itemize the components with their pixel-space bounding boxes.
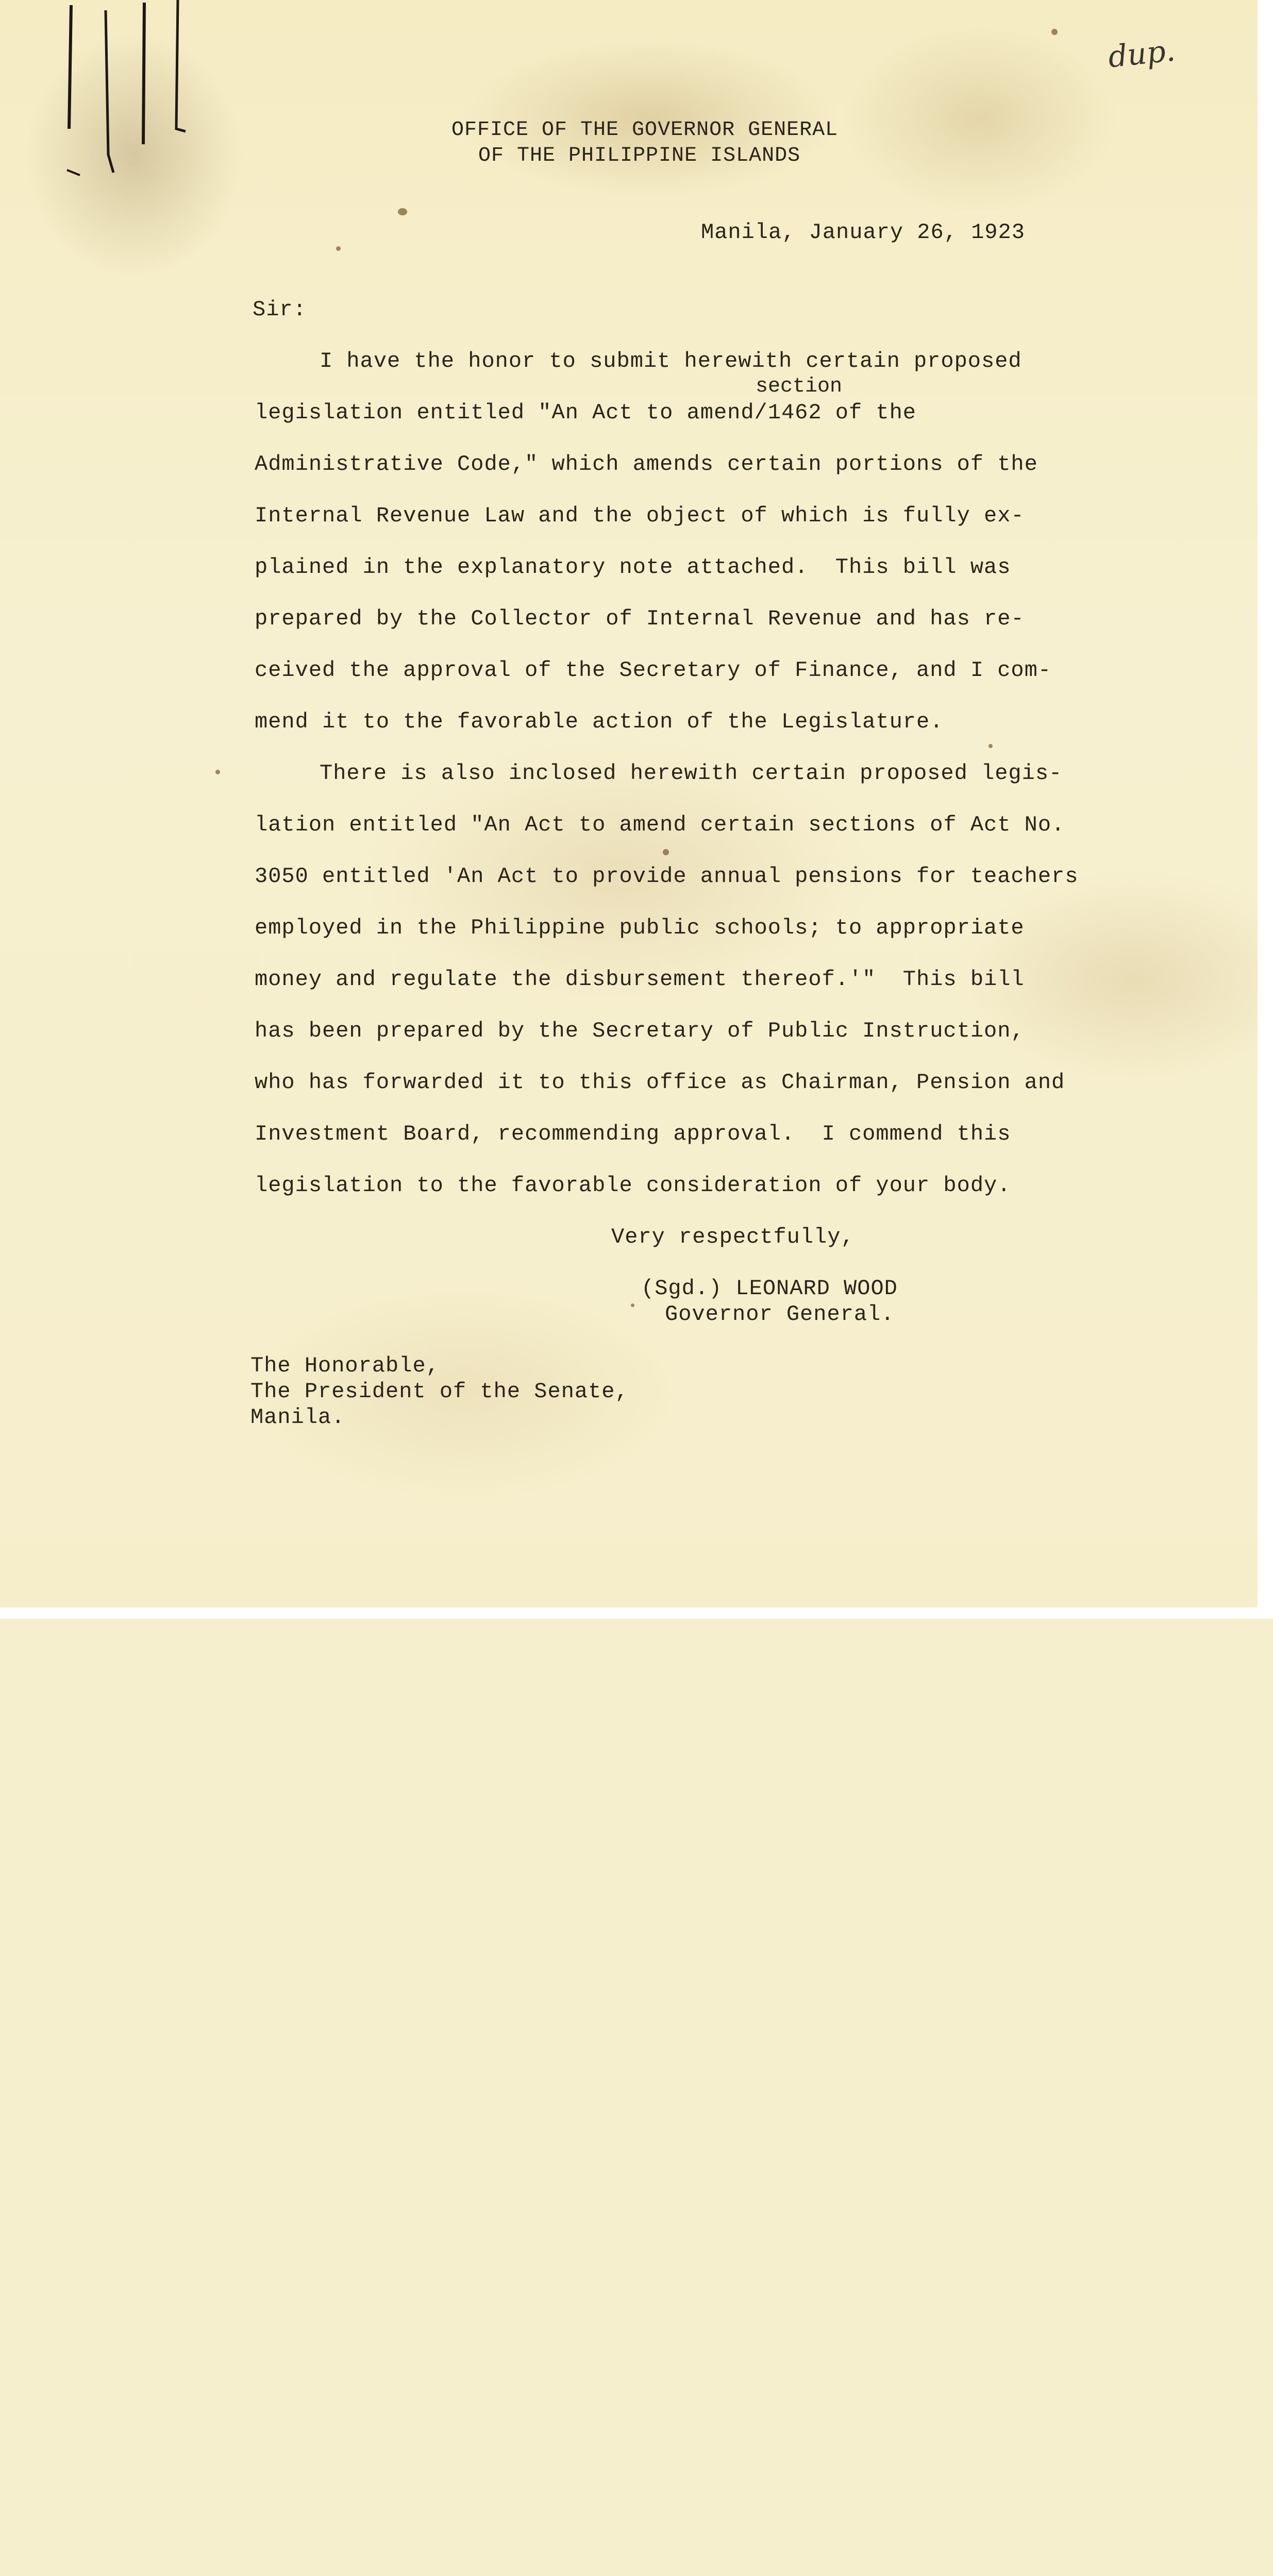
letterhead-line-2: OF THE PHILIPPINE ISLANDS (478, 144, 801, 167)
paragraph-2-line: who has forwarded it to this office as Chairman, Pension and (255, 1070, 1065, 1095)
paragraph-1-line: prepared by the Collector of Internal Revenue and has re- (255, 606, 1025, 631)
paragraph-2-line: There is also inclosed herewith certain proposed legis- (320, 761, 1063, 786)
paragraph-1-line: Administrative Code," which amends certain portions of the (255, 452, 1038, 477)
handwritten-bracket-marks (57, 0, 211, 185)
ink-spot (631, 1303, 634, 1307)
paragraph-2-line: employed in the Philippine public schools; to appropriate (255, 916, 1025, 940)
paragraph-1-line: legislation entitled "An Act to amend/1462 of the (255, 400, 917, 425)
ink-spot (336, 246, 341, 251)
paragraph-2-line: lation entitled "An Act to amend certain sections of Act No. (255, 812, 1065, 837)
paragraph-1-line: Internal Revenue Law and the object of which is fully ex- (255, 503, 1025, 528)
ink-spot (215, 770, 220, 774)
interlinear-insertion: section (756, 375, 843, 398)
addressee-line: Manila. (250, 1405, 345, 1430)
closing: Very respectfully, (611, 1225, 855, 1249)
signature: (Sgd.) LEONARD WOOD (641, 1276, 898, 1301)
signer-title: Governor General. (665, 1302, 895, 1327)
salutation: Sir: (253, 297, 307, 322)
addressee-line: The President of the Senate, (250, 1379, 629, 1404)
paragraph-2-line: money and regulate the disbursement thereof.'" This bill (255, 967, 1025, 992)
ink-spot (1051, 29, 1058, 35)
dateline: Manila, January 26, 1923 (701, 220, 1025, 245)
margin-note-dup: dup. (1106, 32, 1177, 75)
paragraph-1-line: plained in the explanatory note attached. This bill was (255, 555, 1011, 580)
paragraph-2-line: Investment Board, recommending approval. I commend this (255, 1122, 1011, 1146)
paragraph-1-line: mend it to the favorable action of the Legislature. (255, 709, 944, 734)
letterhead-line-1: OFFICE OF THE GOVERNOR GENERAL (451, 118, 839, 142)
ink-spot (398, 208, 407, 215)
scan-margin-right (1258, 0, 1273, 1619)
paragraph-1-line: I have the honor to submit herewith certain proposed (320, 349, 1022, 374)
addressee-line: The Honorable, (250, 1353, 440, 1378)
paragraph-2-line: 3050 entitled 'An Act to provide annual pensions for teachers (255, 864, 1079, 889)
scan-margin-bottom (0, 1607, 1273, 1619)
ink-spot (989, 744, 993, 748)
paragraph-2-line: has been prepared by the Secretary of Public Instruction, (255, 1019, 1025, 1043)
ink-spot (663, 849, 669, 855)
paragraph-2-line: legislation to the favorable consideration of your body. (255, 1173, 1011, 1198)
paragraph-1-line: ceived the approval of the Secretary of Finance, and I com- (255, 658, 1052, 683)
